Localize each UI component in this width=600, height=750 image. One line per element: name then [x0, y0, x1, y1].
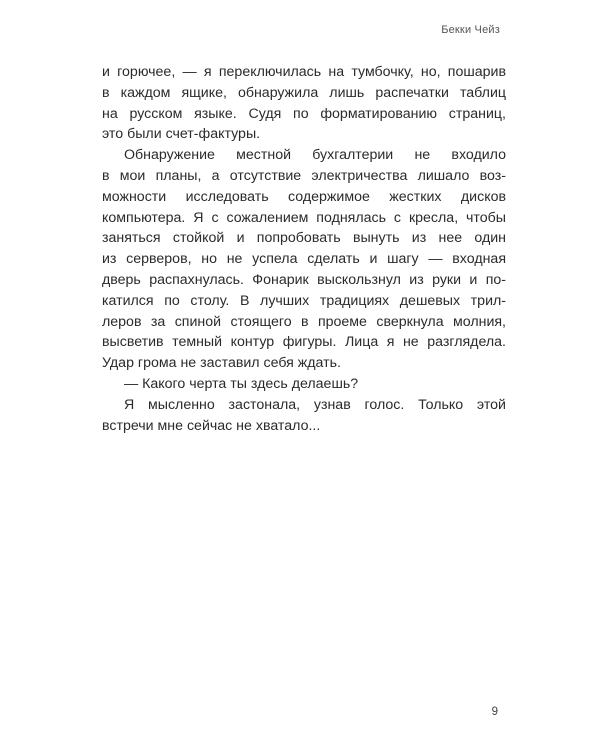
text-line: из серверов, но не успела сделать и шагу — входная — [102, 251, 506, 268]
page-number: 9 — [491, 706, 498, 718]
text-line: заняться стойкой и попробовать вынуть из нее один — [102, 230, 506, 247]
text-line: и горючее, — я переключилась на тумбочку, но, пошарив — [102, 64, 506, 80]
text-line: в мои планы, а отсутствие электричества лишало воз- — [102, 167, 506, 184]
text-line: компьютера. Я с сожалением поднялась с кресла, чтобы — [102, 209, 506, 226]
dialogue-line: — Какого черта ты здесь делаешь? — [124, 375, 359, 392]
text-line: дверь распахнулась. Фонарик выскользнул из руки и по- — [102, 271, 506, 288]
text-line: катился по столу. В лучших традициях дешевых трил- — [102, 292, 506, 309]
text-line: Я мысленно застонала, узнав голос. Только этой — [124, 396, 506, 413]
page-text — [102, 62, 506, 436]
text-line: в каждом ящике, обнаружила лишь распечатки таблиц — [102, 84, 506, 101]
text-line: можности исследовать содержимое жестких дисков — [102, 188, 506, 205]
text-line: леров за спиной стоящего в проеме сверкнула молния, — [102, 313, 506, 330]
running-header: Бекки Чейз — [441, 24, 500, 36]
text-line: это были счет-фактуры. — [102, 126, 261, 143]
text-line: на русском языке. Судя по форматированию страниц, — [102, 105, 506, 122]
text-line: Удар грома не заставил себя ждать. — [102, 355, 341, 372]
text-line: Обнаружение местной бухгалтерии не входило — [124, 147, 506, 164]
text-line: высветив темный контур фигуры. Лица я не разглядела. — [102, 334, 506, 351]
text-line: встречи мне сейчас не хватало... — [102, 417, 321, 434]
